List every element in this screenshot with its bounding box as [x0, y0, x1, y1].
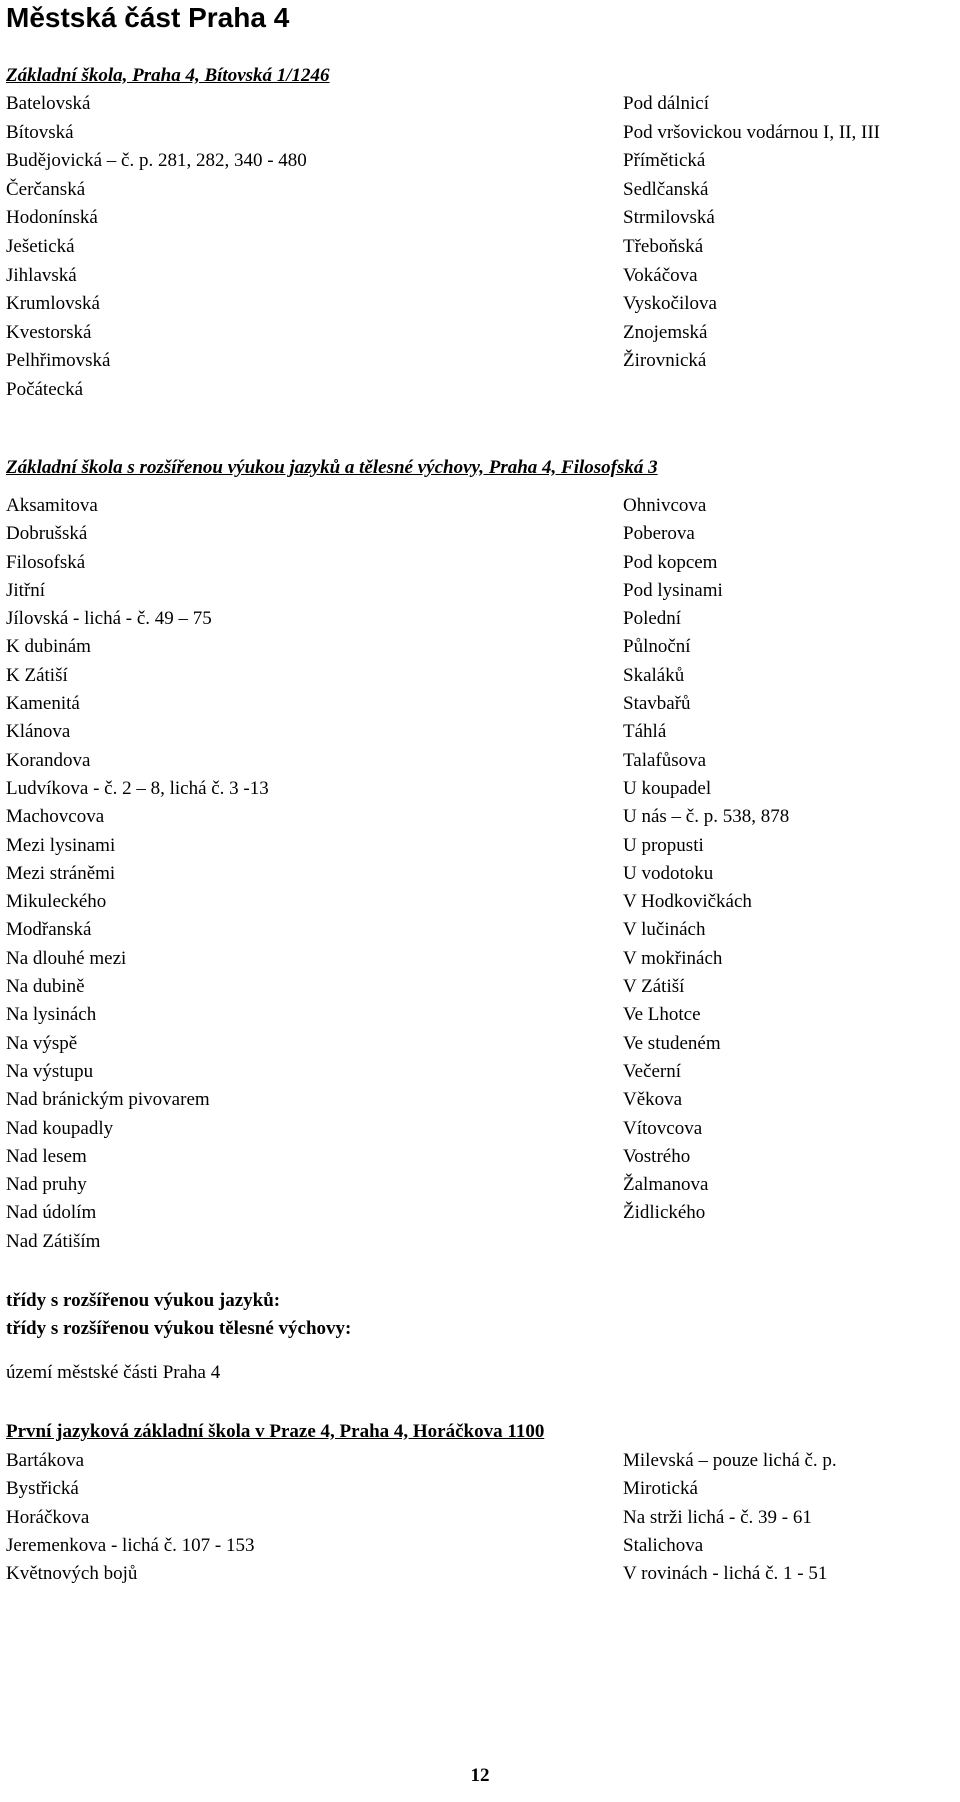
list-item: Ješetická: [6, 235, 75, 257]
list-item: Nad koupadly: [6, 1117, 114, 1139]
list-item: Mikuleckého: [6, 891, 107, 913]
list-item: Hodonínská: [6, 207, 98, 229]
section-2-heading: Základní škola s rozšířenou výukou jazyků a tělesné výchovy, Praha 4, Filosofská 3: [6, 457, 658, 478]
list-item: Bystřická: [6, 1478, 79, 1500]
list-item: Ve Lhotce: [623, 1004, 701, 1026]
list-item: Batelovská: [6, 93, 91, 114]
list-item: Jitřní: [6, 579, 46, 601]
list-item: Jílovská - lichá - č. 49 – 75: [6, 608, 212, 630]
list-item: Nad Zátiším: [6, 1230, 101, 1252]
section-3-left-list: [6, 1447, 255, 1588]
list-item: Na výspě: [6, 1032, 78, 1054]
list-item: Vokáčova: [623, 264, 698, 286]
list-item: K Zátiší: [6, 664, 68, 686]
list-item: Bartákova: [6, 1450, 85, 1471]
section-2-left-list: [6, 492, 269, 1256]
list-item: Milevská – pouze lichá č. p.: [623, 1450, 837, 1471]
list-item: Večerní: [623, 1060, 682, 1082]
list-item: Filosofská: [6, 551, 86, 573]
list-item: Nad bránickým pivovarem: [6, 1089, 210, 1111]
list-item: Kamenitá: [6, 693, 80, 715]
list-item: Na strži lichá - č. 39 - 61: [623, 1506, 812, 1528]
list-item: U vodotoku: [623, 862, 714, 884]
list-item: Květnových bojů: [6, 1563, 138, 1585]
list-item: Počátecká: [6, 378, 84, 400]
list-item: U nás – č. p. 538, 878: [623, 806, 790, 828]
list-item: Strmilovská: [623, 207, 715, 229]
list-item: Machovcova: [6, 806, 105, 828]
list-item: Na lysinách: [6, 1004, 97, 1026]
list-item: Nad pruhy: [6, 1174, 87, 1196]
list-item: Táhlá: [623, 721, 667, 743]
list-item: Stavbařů: [623, 693, 691, 715]
list-item: Znojemská: [623, 321, 708, 343]
list-item: V rovinách - lichá č. 1 - 51: [623, 1563, 828, 1585]
list-item: Poberova: [623, 523, 695, 545]
section-3-right-list: [623, 1447, 837, 1588]
list-item: Věkova: [623, 1089, 683, 1111]
list-item: K dubinám: [6, 636, 91, 658]
list-item: Nad údolím: [6, 1202, 97, 1224]
list-item: U propusti: [623, 834, 704, 856]
list-item: V lučinách: [623, 919, 706, 941]
list-item: Na výstupu: [6, 1060, 94, 1082]
list-item: Židlického: [623, 1202, 706, 1224]
note-sports: třídy s rozšířenou výukou tělesné výchovy:: [6, 1318, 352, 1339]
list-item: U koupadel: [623, 777, 712, 799]
list-item: Ludvíkova - č. 2 – 8, lichá č. 3 -13: [6, 777, 269, 799]
list-item: Přímětická: [623, 150, 706, 172]
list-item: Ohnivcova: [623, 495, 707, 516]
list-item: Dobrušská: [6, 523, 88, 545]
list-item: Polední: [623, 608, 682, 630]
list-item: Jeremenkova - lichá č. 107 - 153: [6, 1534, 255, 1556]
list-item: V Hodkovičkách: [623, 891, 752, 913]
list-item: V mokřinách: [623, 947, 723, 969]
list-item: Budějovická – č. p. 281, 282, 340 - 480: [6, 150, 307, 172]
list-item: Vyskočilova: [623, 293, 717, 315]
list-item: Jihlavská: [6, 264, 77, 286]
list-item: Mirotická: [623, 1478, 698, 1500]
list-item: Mezi stráněmi: [6, 862, 116, 884]
list-item: Ve studeném: [623, 1032, 721, 1054]
list-item: Na dubině: [6, 976, 85, 998]
list-item: Pod vršovickou vodárnou I, II, III: [623, 121, 880, 143]
section-1-left-list: [6, 90, 307, 405]
section-1-right-list: [623, 90, 880, 376]
list-item: Třeboňská: [623, 235, 704, 257]
list-item: Modřanská: [6, 919, 92, 941]
list-item: Čerčanská: [6, 178, 86, 200]
list-item: Pod lysinami: [623, 579, 723, 601]
list-item: Žirovnická: [623, 350, 707, 372]
list-item: Klánova: [6, 721, 71, 743]
list-item: Krumlovská: [6, 293, 100, 315]
list-item: Vítovcova: [623, 1117, 703, 1139]
list-item: Talafůsova: [623, 749, 707, 771]
list-item: V Zátiší: [623, 976, 685, 998]
list-item: Bítovská: [6, 121, 74, 143]
list-item: Vostrého: [623, 1145, 691, 1167]
note-languages: třídy s rozšířenou výukou jazyků:: [6, 1290, 281, 1311]
list-item: Pelhřimovská: [6, 350, 111, 372]
list-item: Sedlčanská: [623, 178, 709, 200]
section-3-heading: První jazyková základní škola v Praze 4, Praha 4, Horáčkova 1100: [6, 1421, 545, 1442]
note-territory: území městské části Praha 4: [6, 1362, 221, 1383]
list-item: Skaláků: [623, 664, 685, 686]
list-item: Pod kopcem: [623, 551, 718, 573]
list-item: Žalmanova: [623, 1174, 709, 1196]
page-number: 12: [470, 1765, 490, 1786]
page-title: Městská část Praha 4: [6, 2, 290, 33]
list-item: Kvestorská: [6, 321, 92, 343]
section-1-heading: Základní škola, Praha 4, Bítovská 1/1246: [6, 65, 330, 86]
list-item: Aksamitova: [6, 495, 98, 516]
list-item: Pod dálnicí: [623, 93, 710, 114]
list-item: Na dlouhé mezi: [6, 947, 127, 969]
list-item: Nad lesem: [6, 1145, 87, 1167]
list-item: Půlnoční: [623, 636, 691, 658]
list-item: Horáčkova: [6, 1506, 90, 1528]
section-2-right-list: [623, 492, 789, 1228]
list-item: Stalichova: [623, 1534, 704, 1556]
list-item: Mezi lysinami: [6, 834, 116, 856]
list-item: Korandova: [6, 749, 91, 771]
